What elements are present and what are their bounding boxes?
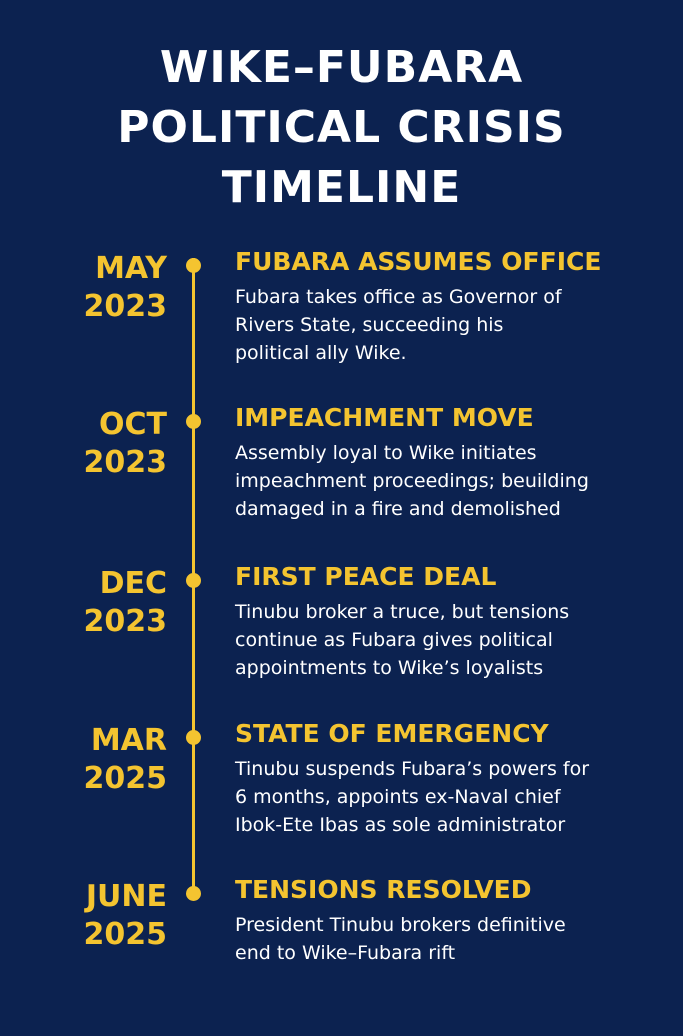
event-year: 2023 [83, 604, 167, 639]
event-description [235, 439, 655, 523]
event-description-line: appointments to Wike’s loyalists [235, 657, 544, 679]
event-description [235, 283, 655, 367]
event-description-line: continue as Fubara gives political [235, 629, 553, 651]
event-month: OCT [99, 407, 167, 442]
event-description-line: end to Wike–Fubara rift [235, 942, 456, 964]
event-month: DEC [99, 566, 167, 601]
event-title: IMPEACHMENT MOVE [235, 403, 534, 432]
event-description-line: President Tinubu brokers definitive [235, 914, 566, 936]
timeline-dot [186, 886, 201, 901]
title-line: TIMELINE [221, 162, 462, 213]
event-title: TENSIONS RESOLVED [235, 875, 532, 904]
timeline-event-mar-2025 [0, 719, 683, 880]
event-description [235, 911, 655, 967]
event-month: MAR [90, 723, 167, 758]
event-month: JUNE [85, 879, 167, 914]
event-title: FIRST PEACE DEAL [235, 562, 497, 591]
event-month: MAY [95, 251, 167, 286]
event-description-line: impeachment proceedings; beuilding [235, 470, 589, 492]
timeline-dot [186, 573, 201, 588]
event-year: 2025 [83, 917, 167, 952]
event-date [84, 878, 168, 954]
timeline-event-dec-2023 [0, 562, 683, 723]
event-date [84, 406, 168, 482]
event-description-line: Ibok-Ete Ibas as sole administrator [235, 814, 566, 836]
timeline-dot [186, 730, 201, 745]
event-description-line: Tinubu suspends Fubara’s powers for [235, 758, 590, 780]
event-title: FUBARA ASSUMES OFFICE [235, 247, 602, 276]
event-description-line: Assembly loyal to Wike initiates [235, 442, 537, 464]
timeline-dot [186, 414, 201, 429]
title-line: WIKE–FUBARA [159, 42, 524, 93]
timeline-dot [186, 258, 201, 273]
event-description-line: Tinubu broker a truce, but tensions [235, 601, 570, 623]
event-title: STATE OF EMERGENCY [235, 719, 549, 748]
timeline-event-oct-2023 [0, 403, 683, 564]
event-description-line: Fubara takes office as Governor of [235, 286, 562, 308]
page-title [0, 38, 683, 218]
title-line: POLITICAL CRISIS [117, 102, 566, 153]
timeline-event-june-2025 [0, 875, 683, 1036]
event-year: 2025 [83, 761, 167, 796]
event-description-line: 6 months, appoints ex-Naval chief [235, 786, 561, 808]
event-date [84, 722, 168, 798]
event-description [235, 755, 655, 839]
event-date [84, 250, 168, 326]
event-date [84, 565, 168, 641]
event-year: 2023 [83, 289, 167, 324]
timeline-event-may-2023 [0, 247, 683, 408]
event-description-line: political ally Wike. [235, 342, 407, 364]
event-year: 2023 [83, 445, 167, 480]
event-description-line: damaged in a fire and demolished [235, 498, 561, 520]
event-description [235, 598, 655, 682]
event-description-line: Rivers State, succeeding his [235, 314, 504, 336]
